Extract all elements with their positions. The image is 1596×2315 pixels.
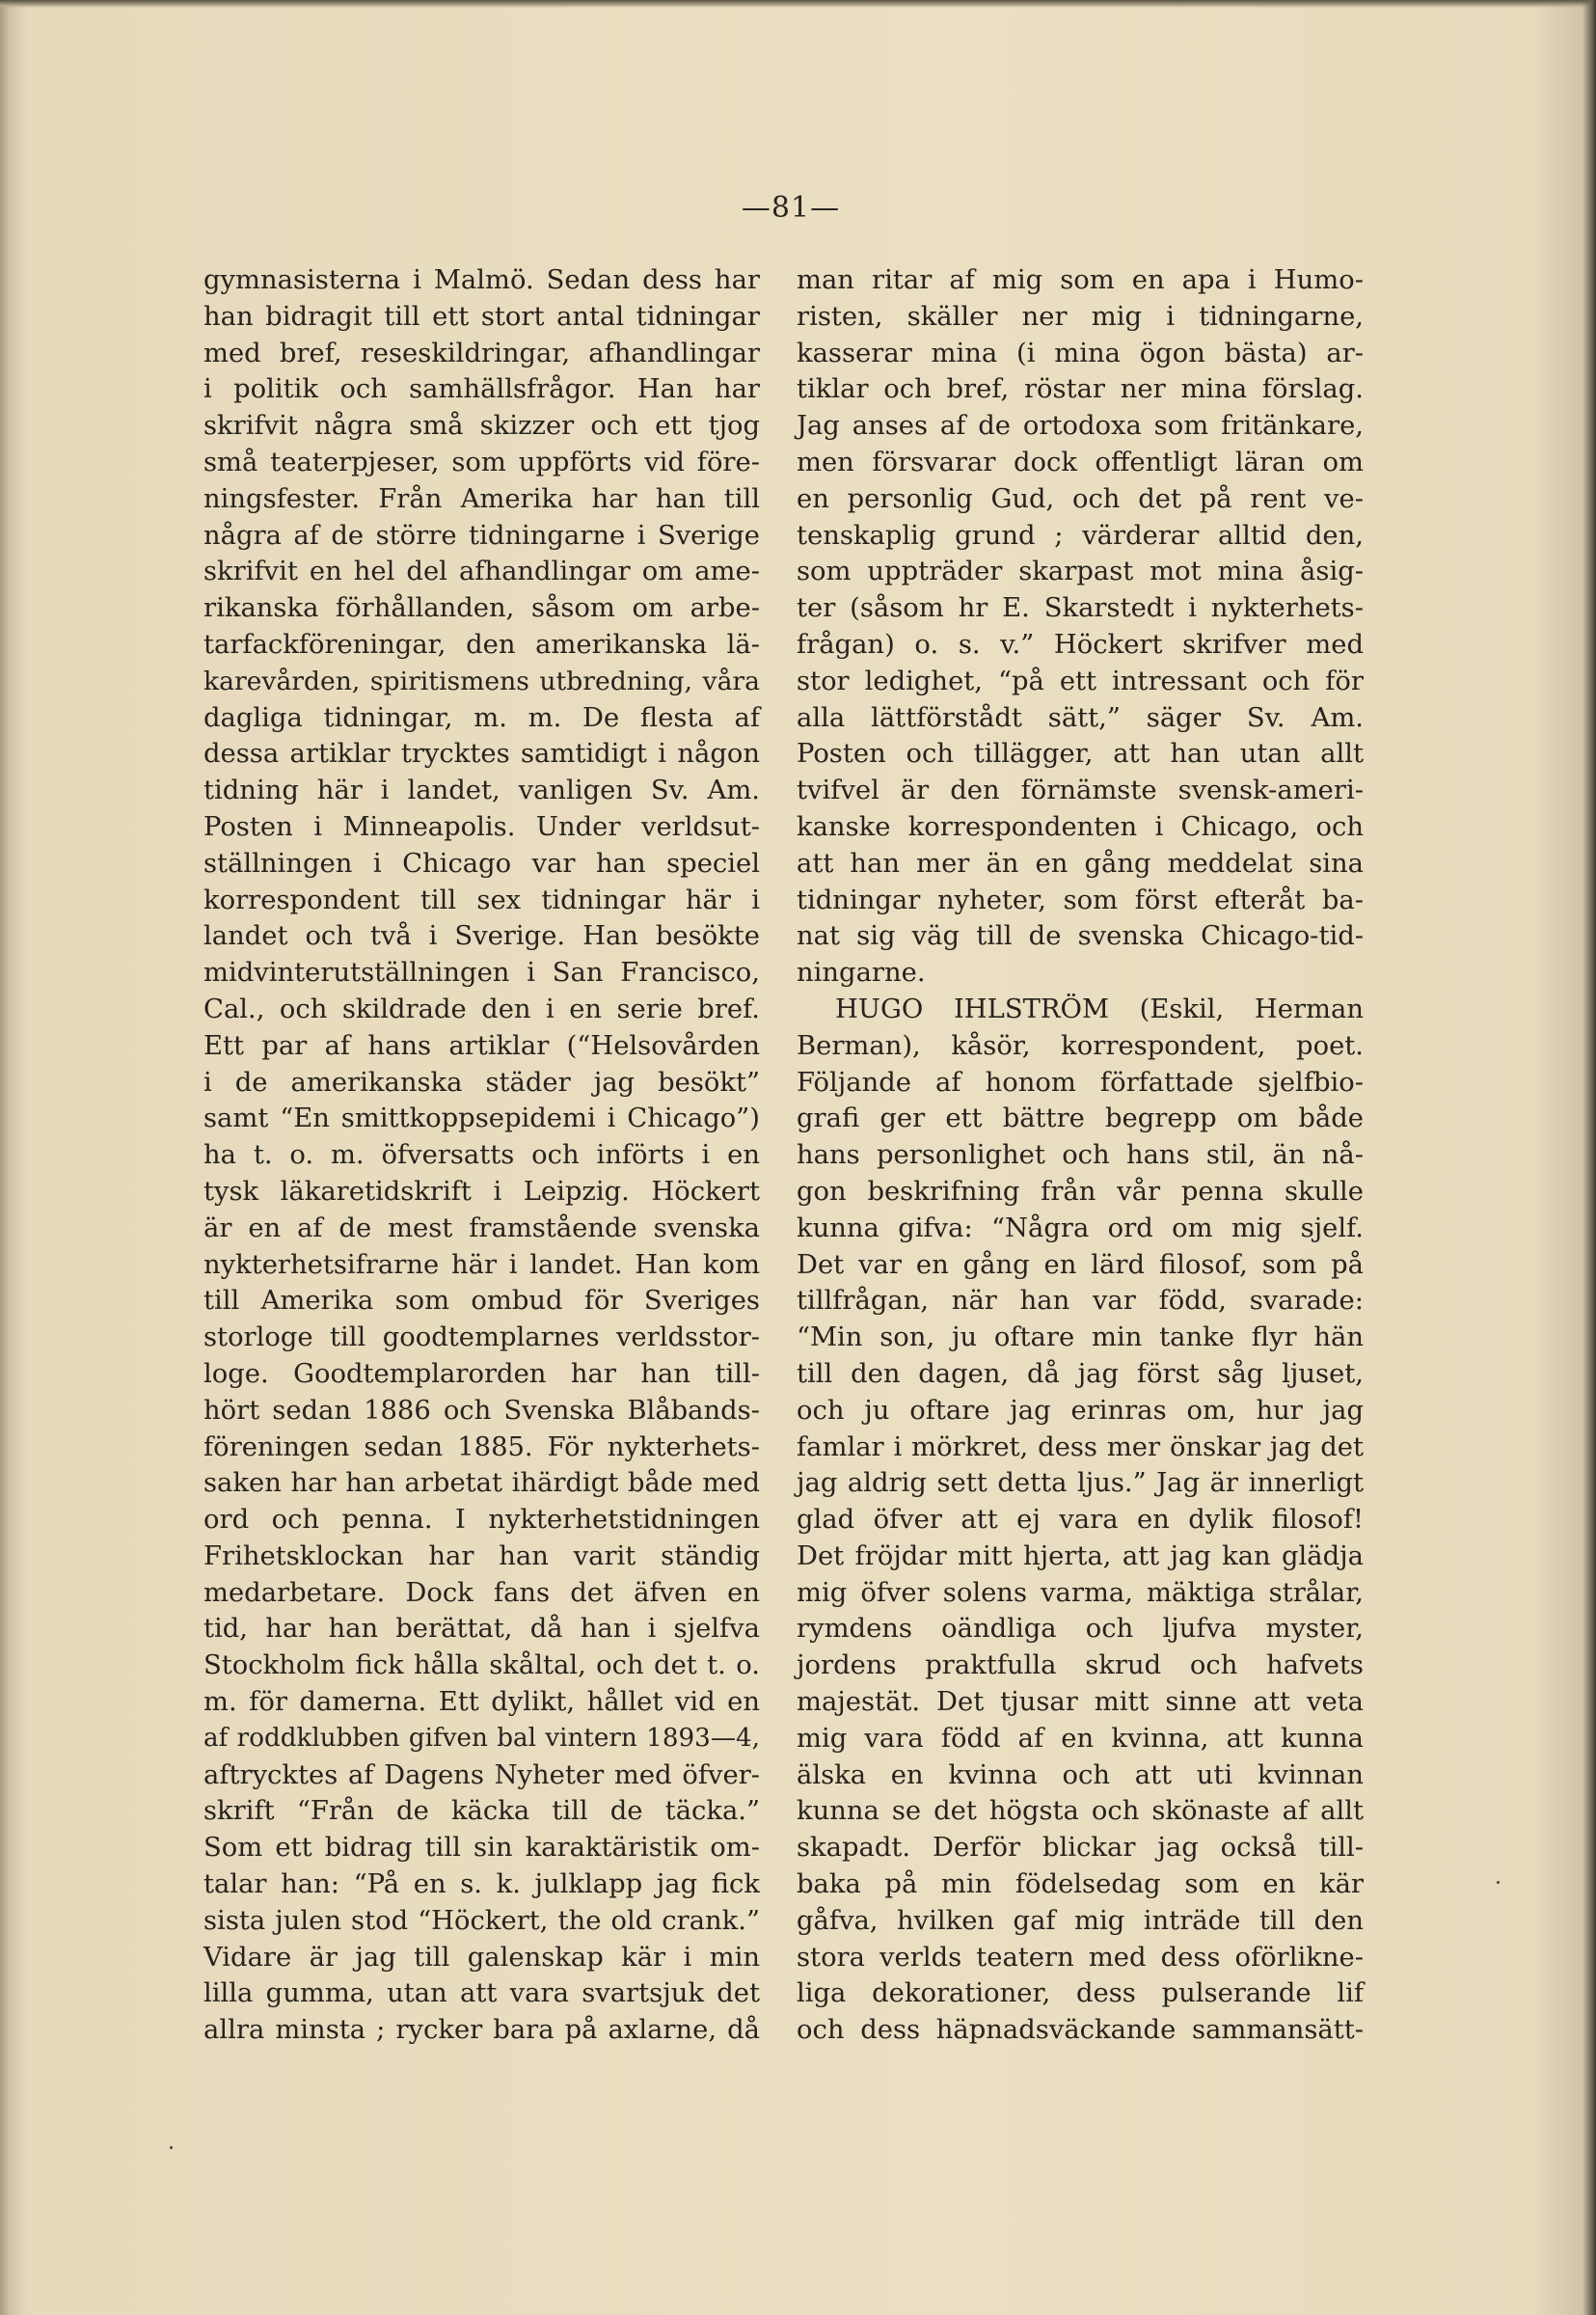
text-line: några af de större tidningarne i Sverige <box>203 520 760 551</box>
text-line: skapadt. Derför blickar jag också till- <box>797 1833 1364 1864</box>
text-line: frågan) o. s. v.” Höckert skrifver med <box>797 629 1364 660</box>
page-number: —81— <box>741 191 841 225</box>
text-line: men försvarar dock offentligt läran om <box>797 447 1364 477</box>
text-line: ter (såsom hr E. Skarstedt i nykterhets- <box>797 593 1364 624</box>
text-line: allra minsta ; rycker bara på axlarne, då <box>203 2015 760 2046</box>
text-line: kunna gifva: “Några ord om mig sjelf. <box>797 1212 1364 1243</box>
text-line: “Min son, ju oftare min tanke flyr hän <box>797 1322 1364 1353</box>
text-line: tenskaplig grund ; värderar alltid den, <box>797 520 1364 551</box>
text-line: stora verlds teatern med dess oförlikne- <box>797 1942 1364 1973</box>
text-line: stor ledighet, “på ett intressant och för <box>797 666 1364 696</box>
text-line: älska en kvinna och att uti kvinnan <box>797 1759 1364 1790</box>
text-line: tysk läkaretidskrift i Leipzig. Höckert <box>203 1176 760 1207</box>
entry-heading-line: HUGO IHLSTRÖM (Eskil, Herman <box>835 994 1364 1024</box>
text-line: tidning här i landet, vanligen Sv. Am. <box>203 776 760 806</box>
page-binding-edge <box>1582 0 1596 2315</box>
text-line: med bref, reseskildringar, afhandlingar <box>203 338 760 368</box>
text-line: till Amerika som ombud för Sveriges <box>203 1286 760 1317</box>
right-text-column <box>797 262 1364 2049</box>
text-line: jordens praktfulla skrud och hafvets <box>797 1650 1364 1681</box>
text-line: ha t. o. m. öfversatts och införts i en <box>203 1140 760 1171</box>
text-line: alla lättförstådt sätt,” säger Sv. Am. <box>797 702 1364 733</box>
text-line: skrifvit en hel del afhandlingar om ame- <box>203 557 760 587</box>
text-line: i de amerikanska städer jag besökt” <box>203 1067 760 1098</box>
text-line: loge. Goodtemplarorden har han till- <box>203 1358 760 1389</box>
text-line: gymnasisterna i Malmö. Sedan dess har <box>203 265 760 295</box>
text-line: af roddklubben gifven bal vintern 1893—4, <box>203 1723 760 1753</box>
text-line: tarfackföreningar, den amerikanska lä- <box>203 629 760 660</box>
text-line: Det fröjdar mitt hjerta, att jag kan glädja <box>797 1540 1364 1571</box>
text-line: Cal., och skildrade den i en serie bref. <box>203 994 760 1024</box>
text-line: tiklar och bref, röstar ner mina förslag. <box>797 374 1364 405</box>
text-line: tid, har han berättat, då han i sjelfva <box>203 1614 760 1645</box>
text-line: medarbetare. Dock fans det äfven en <box>203 1577 760 1608</box>
text-line: kunna se det högsta och skönaste af allt <box>797 1796 1364 1827</box>
paragraph-end-line: ningarne. <box>797 958 926 989</box>
text-line: i politik och samhällsfrågor. Han har <box>203 374 760 405</box>
text-line: sista julen stod “Höckert, the old crank.” <box>203 1905 760 1936</box>
text-line: är en af de mest framstående svenska <box>203 1212 760 1243</box>
text-line: aftrycktes af Dagens Nyheter med öfver- <box>203 1759 760 1790</box>
text-line: Jag anses af de ortodoxa som fritänkare, <box>797 411 1364 442</box>
text-line: tillfrågan, när han var född, svarade: <box>797 1286 1364 1317</box>
paper-speck <box>170 2146 173 2149</box>
text-line: ställningen i Chicago var han speciel <box>203 848 760 879</box>
text-line: hört sedan 1886 och Svenska Blåbands- <box>203 1395 760 1426</box>
text-line: famlar i mörkret, dess mer önskar jag det <box>797 1431 1364 1462</box>
text-line: Posten i Minneapolis. Under verldsut- <box>203 811 760 842</box>
text-line: ord och penna. I nykterhetstidningen <box>203 1505 760 1536</box>
text-line: en personlig Gud, och det på rent ve- <box>797 483 1364 514</box>
page-top-edge <box>0 0 1596 8</box>
text-line: samt “En smittkoppsepidemi i Chicago”) <box>203 1103 760 1134</box>
text-line: nykterhetsifrarne här i landet. Han kom <box>203 1249 760 1280</box>
text-line: karevården, spiritismens utbredning, våra <box>203 666 760 696</box>
text-line: storloge till goodtemplarnes verldsstor- <box>203 1322 760 1353</box>
text-line: Frihetsklockan har han varit ständig <box>203 1540 760 1571</box>
text-line: föreningen sedan 1885. För nykterhets- <box>203 1431 760 1462</box>
text-line: och ju oftare jag erinras om, hur jag <box>797 1395 1364 1426</box>
text-line: Följande af honom författade sjelfbio- <box>797 1067 1364 1098</box>
text-line: Som ett bidrag till sin karaktäristik om- <box>203 1833 760 1864</box>
text-line: Det var en gång en lärd filosof, som på <box>797 1249 1364 1280</box>
text-line: skrifvit några små skizzer och ett tjog <box>203 411 760 442</box>
text-line: hans personlighet och hans stil, än nå- <box>797 1140 1364 1171</box>
text-line: man ritar af mig som en apa i Humo- <box>797 265 1364 295</box>
text-line: jag aldrig sett detta ljus.” Jag är innerligt <box>797 1468 1364 1499</box>
text-line: Vidare är jag till galenskap kär i min <box>203 1942 760 1973</box>
text-line: kanske korrespondenten i Chicago, och <box>797 811 1364 842</box>
text-line: som uppträder skarpast mot mina åsig- <box>797 557 1364 587</box>
text-line: nat sig väg till de svenska Chicago-tid- <box>797 921 1364 952</box>
text-line: dagliga tidningar, m. m. De flesta af <box>203 702 760 733</box>
text-line: glad öfver att ej vara en dylik filosof! <box>797 1505 1364 1536</box>
text-line: grafi ger ett bättre begrepp om både <box>797 1103 1364 1134</box>
left-text-column <box>203 262 760 2049</box>
text-line: tvifvel är den förnämste svensk-ameri- <box>797 776 1364 806</box>
text-line: skrift “Från de käcka till de täcka.” <box>203 1796 760 1827</box>
text-line: mig vara född af en kvinna, att kunna <box>797 1723 1364 1754</box>
text-line: till den dagen, då jag först såg ljuset, <box>797 1358 1364 1389</box>
text-line: tidningar nyheter, som först efteråt ba- <box>797 885 1364 915</box>
paper-speck <box>1497 1881 1500 1884</box>
text-line: risten, skäller ner mig i tidningarne, <box>797 301 1364 332</box>
text-line: lilla gumma, utan att vara svartsjuk det <box>203 1978 760 2009</box>
text-line: rikanska förhållanden, såsom om arbe- <box>203 593 760 624</box>
text-line: små teaterpjeser, som uppförts vid före- <box>203 447 760 477</box>
text-line: midvinterutställningen i San Francisco, <box>203 958 760 989</box>
text-line: Stockholm fick hålla skåltal, och det t. o. <box>203 1650 760 1681</box>
text-line: kasserar mina (i mina ögon bästa) ar- <box>797 338 1364 368</box>
text-line: Berman), kåsör, korrespondent, poet. <box>797 1030 1364 1061</box>
text-line: gåfva, hvilken gaf mig inträde till den <box>797 1905 1364 1936</box>
text-line: baka på min födelsedag som en kär <box>797 1869 1364 1900</box>
text-line: Ett par af hans artiklar (“Helsovården <box>203 1030 760 1061</box>
text-line: gon beskrifning från vår penna skulle <box>797 1176 1364 1207</box>
text-line: Posten och tillägger, att han utan allt <box>797 739 1364 770</box>
text-line: talar han: “På en s. k. julklapp jag fick <box>203 1869 760 1900</box>
text-line: dessa artiklar trycktes samtidigt i någon <box>203 739 760 770</box>
text-line: han bidragit till ett stort antal tidningar <box>203 301 760 332</box>
text-line: ningsfester. Från Amerika har han till <box>203 483 760 514</box>
text-line: m. för damerna. Ett dylikt, hållet vid en <box>203 1687 760 1718</box>
text-line: landet och två i Sverige. Han besökte <box>203 921 760 952</box>
text-line: majestät. Det tjusar mitt sinne att veta <box>797 1687 1364 1718</box>
text-line: korrespondent till sex tidningar här i <box>203 885 760 915</box>
text-line: att han mer än en gång meddelat sina <box>797 848 1364 879</box>
text-line: och dess häpnadsväckande sammansätt- <box>797 2015 1364 2046</box>
text-line: rymdens oändliga och ljufva myster, <box>797 1614 1364 1645</box>
text-line: mig öfver solens varma, mäktiga strålar, <box>797 1577 1364 1608</box>
text-line: liga dekorationer, dess pulserande lif <box>797 1978 1364 2009</box>
text-line: saken har han arbetat ihärdigt både med <box>203 1468 760 1499</box>
